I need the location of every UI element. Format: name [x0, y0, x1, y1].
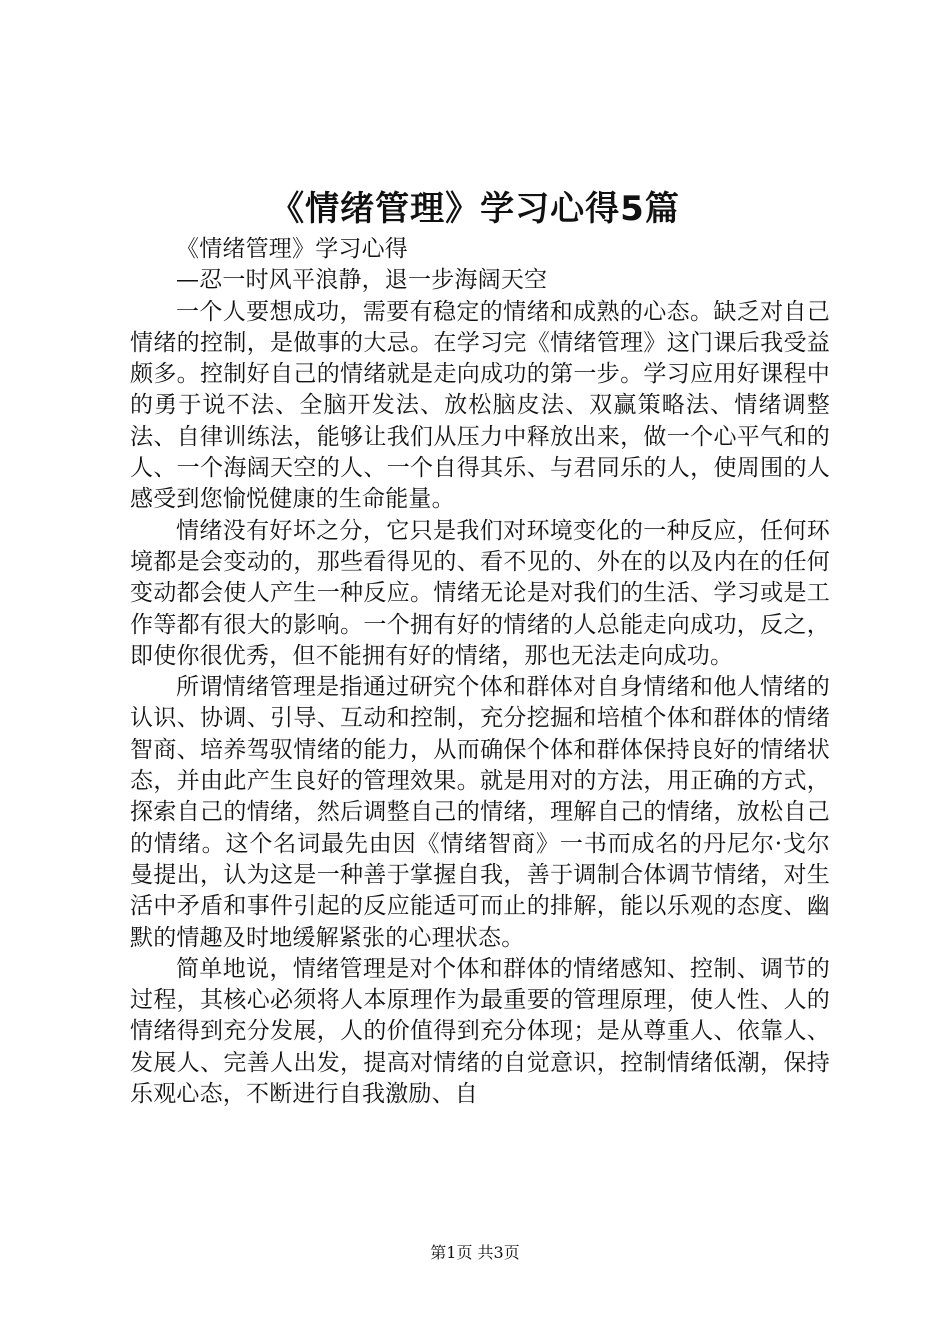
- subtitle-heading: 《情绪管理》学习心得: [176, 236, 408, 262]
- subtitle-motto: —忍一时风平浪静，退一步海阔天空: [176, 267, 548, 294]
- paragraph-3: 所谓情绪管理是指通过研究个体和群体对自身情绪和他人情绪的认识、协调、引导、互动和控制，充分挖掘和培植个体和群体的情绪智商、培养驾驭情绪的能力，从而确保个体和群体保持良好的情绪状态，并由此产生良好的管理效果。就是用对的方法，用正确的方式，探索自己的情绪，然后调整自己的情绪，理解自己的情绪，放松自己的情绪。这个名词最先由因《情绪智商》一书而成名的丹尼尔·戈尔曼提出，认为这是一种善于掌握自我，善于调制合体调节情绪，对生活中矛盾和事件引起的反应能适可而止的排解，能以乐观的态度、幽默的情趣及时地缓解紧张的心理状态。: [130, 674, 830, 951]
- document-title: 《情绪管理》学习心得5篇: [270, 189, 680, 229]
- document-body: [130, 234, 830, 1110]
- page-number-footer: 第1页 共3页: [430, 1243, 520, 1262]
- paragraph-4: 简单地说，情绪管理是对个体和群体的情绪感知、控制、调节的过程，其核心必须将人本原理作为最重要的管理原理，使人性、人的情绪得到充分发展，人的价值得到充分体现；是从尊重人、依靠人、发展人、完善人出发，提高对情绪的自觉意识，控制情绪低潮，保持乐观心态，不断进行自我激励、自: [130, 955, 830, 1108]
- paragraph-1: 一个人要想成功，需要有稳定的情绪和成熟的心态。缺乏对自己情绪的控制，是做事的大忌。在学习完《情绪管理》这门课后我受益颇多。控制好自己的情绪就是走向成功的第一步。学习应用好课程中的勇于说不法、全脑开发法、放松脑皮法、双赢策略法、情绪调整法、自律训练法，能够让我们从压力中释放出来，做一个心平气和的人、一个海阔天空的人、一个自得其乐、与君同乐的人，使周围的人感受到您愉悦健康的生命能量。: [130, 298, 830, 513]
- paragraph-2: 情绪没有好坏之分，它只是我们对环境变化的一种反应，任何环境都是会变动的，那些看得见的、看不见的、外在的以及内在的任何变动都会使人产生一种反应。情绪无论是对我们的生活、学习或是工作等都有很大的影响。一个拥有好的情绪的人总能走向成功，反之，即使你很优秀，但不能拥有好的情绪，那也无法走向成功。: [130, 517, 830, 669]
